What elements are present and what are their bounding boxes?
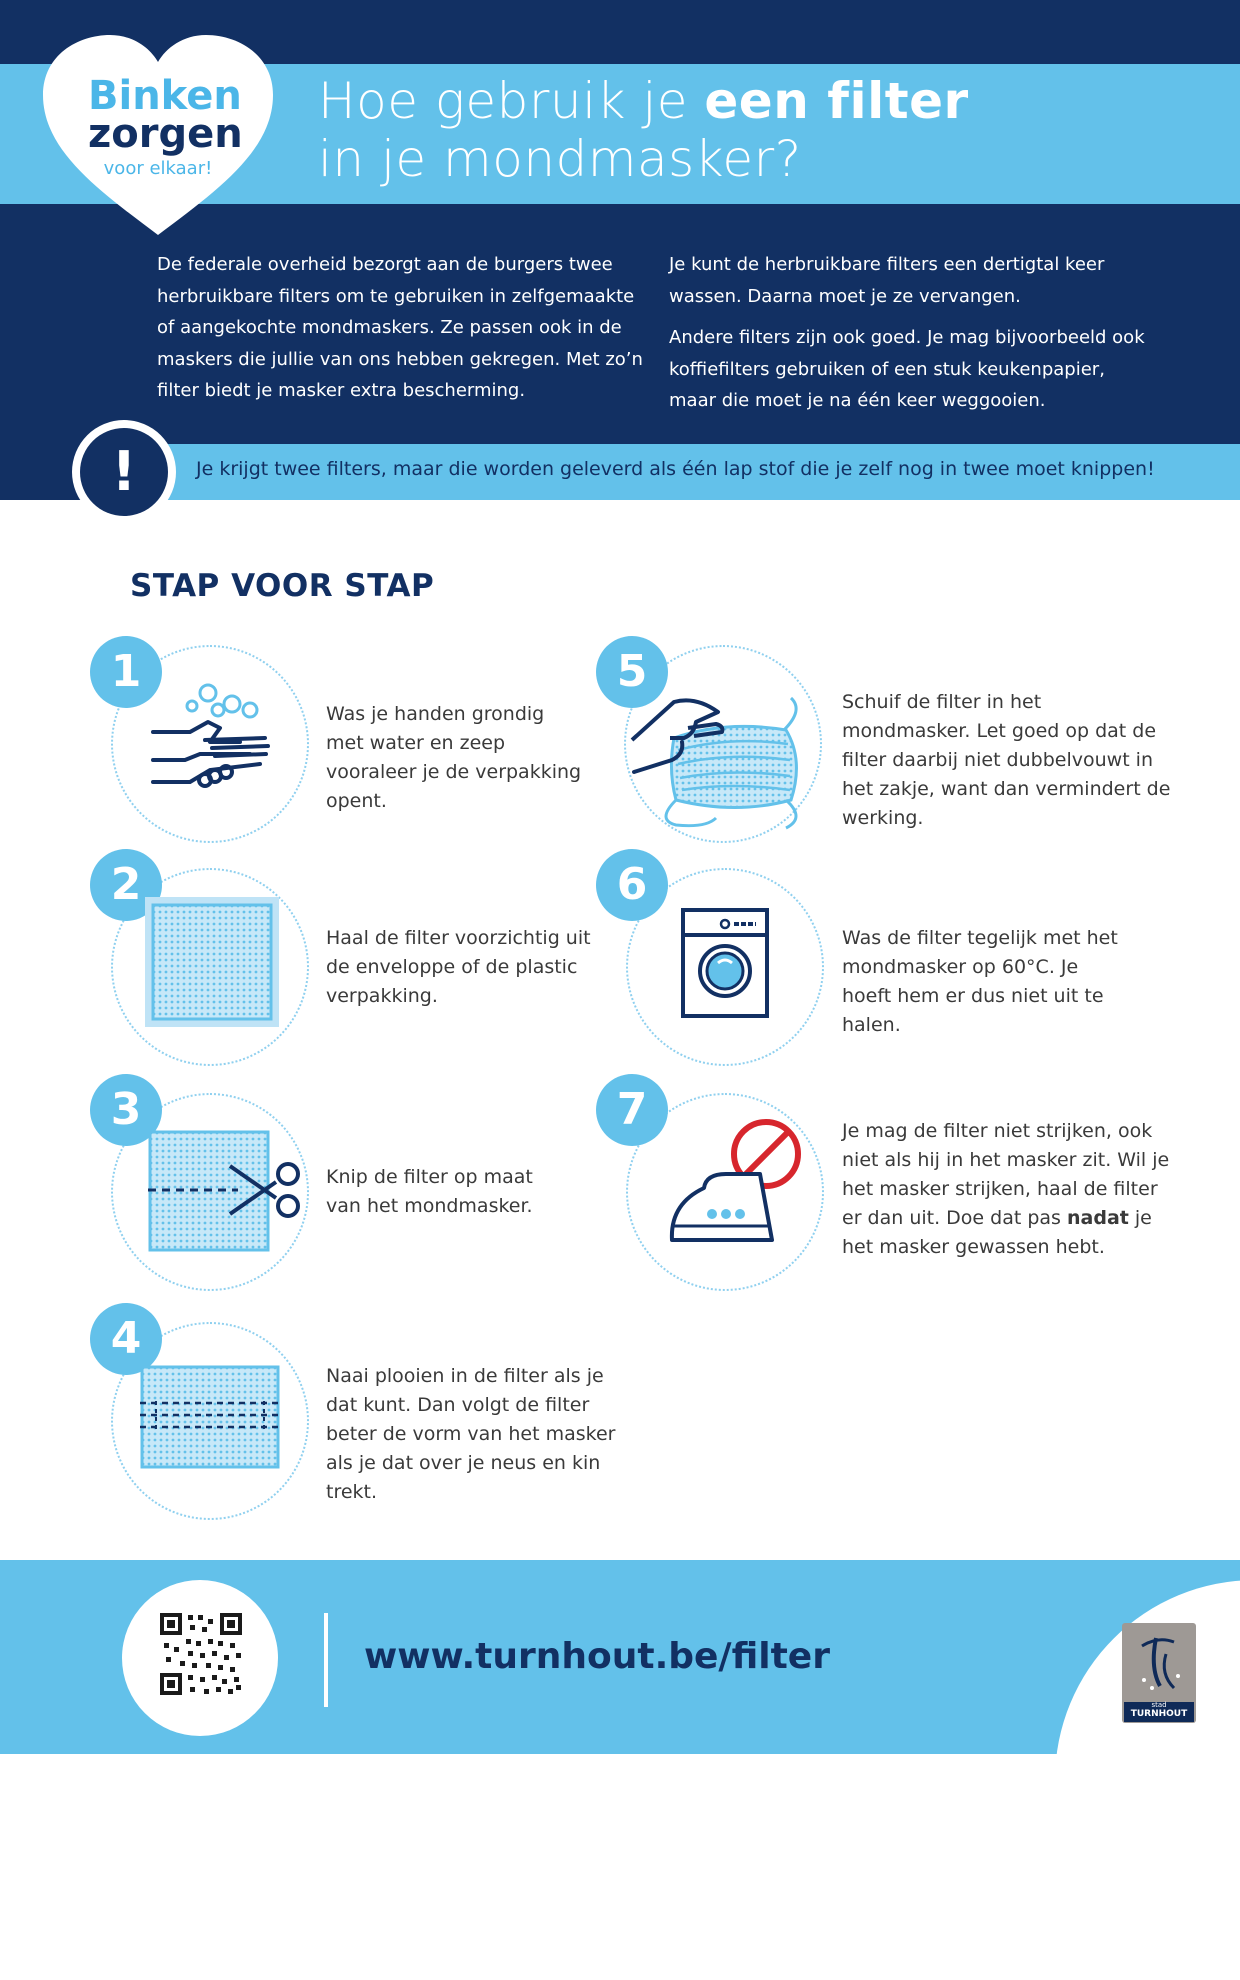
- page-title: [318, 72, 969, 188]
- step-7-text-bold: nadat: [1067, 1207, 1129, 1229]
- step-3-text: Knip de filter op maat van het mondmasker.: [326, 1166, 533, 1217]
- step-7-text-before: Je mag de filter niet strijken, ook niet als hij in het masker zit. Wil je het masker strijken, haal de filter er dan uit. Doe dat pas: [842, 1120, 1170, 1229]
- step-7-number: 7: [596, 1074, 668, 1146]
- pleated-filter-icon: [140, 1365, 280, 1469]
- no-ironing-icon: [668, 1118, 808, 1246]
- logo-line3: voor elkaar!: [103, 158, 213, 179]
- step-2-text: Haal de filter voorzichtig uit de enveloppe of de plastic verpakking.: [326, 927, 591, 1007]
- step-1-number: 1: [90, 636, 162, 708]
- intro-left: [157, 249, 647, 417]
- stad-logo-small-text: stad: [1151, 1701, 1167, 1709]
- step-6-number: 6: [596, 849, 668, 921]
- insert-filter-mask-icon: [626, 690, 806, 830]
- step-2-number: 2: [90, 849, 162, 921]
- alert-text: Je krijgt twee filters, maar die worden geleverd als één lap stof die je zelf nog in twee moet knippen!: [196, 458, 1155, 480]
- step-3-number: 3: [90, 1074, 162, 1146]
- title-part1: Hoe gebruik je: [318, 72, 705, 130]
- step-4-number: 4: [90, 1303, 162, 1375]
- step-5-text: Schuif de filter in het mondmasker. Let goed op dat de filter daarbij niet dubbelvouwt in het zakje, want dan vermindert de werking.: [842, 691, 1171, 829]
- intro-left-text: De federale overheid bezorgt aan de burgers twee herbruikbare filters om te gebruiken in zelfgemaakte of aangekochte mondmaskers. Ze passen ook in de maskers die jullie van ons hebben gekregen. Met zo’n filter biedt je masker extra bescherming.: [157, 254, 643, 401]
- step-1-text: Was je handen grondig met water en zeep vooraleer je de verpakking opent.: [326, 703, 582, 812]
- step-7-text: [842, 1117, 1172, 1262]
- intro-right-p1: Je kunt de herbruikbare filters een dertigtal keer wassen. Daarna moet je ze vervangen.: [669, 254, 1105, 307]
- logo-line2: zorgen: [88, 111, 243, 157]
- qr-code-icon[interactable]: [160, 1613, 242, 1695]
- logo-line1: Binken: [88, 73, 242, 119]
- intro-right-p2: Andere filters zijn ook goed. Je mag bijvoorbeeld ook koffiefilters gebruiken of een stuk keukenpapier, maar die moet je na één keer weggooien.: [669, 327, 1145, 411]
- washing-machine-icon: [680, 907, 770, 1019]
- intro-right: [669, 249, 1149, 427]
- footer-url-link[interactable]: www.turnhout.be/filter: [364, 1636, 830, 1677]
- section-title: STAP VOOR STAP: [130, 568, 435, 604]
- stad-logo-name: TURNHOUT: [1130, 1709, 1188, 1719]
- step-4-text: Naai plooien in de filter als je dat kunt. Dan volgt de filter beter de vorm van het masker als je dat over je neus en kin trekt.: [326, 1365, 616, 1503]
- scissors-cut-icon: [148, 1130, 306, 1255]
- filter-package-icon: [145, 897, 279, 1027]
- footer-divider: [324, 1613, 328, 1707]
- title-bold: een filter: [704, 72, 969, 130]
- title-line2: in je mondmasker?: [318, 130, 802, 188]
- step-6-text: Was de filter tegelijk met het mondmasker op 60°C. Je hoeft hem er dus niet uit te halen.: [842, 927, 1118, 1036]
- washing-hands-icon: [150, 680, 275, 795]
- step-5-number: 5: [596, 636, 668, 708]
- exclamation-icon: !: [80, 428, 168, 516]
- stad-t-emblem-icon: [1130, 1628, 1188, 1698]
- step-7-text-after: je het masker gewassen hebt.: [842, 1207, 1152, 1258]
